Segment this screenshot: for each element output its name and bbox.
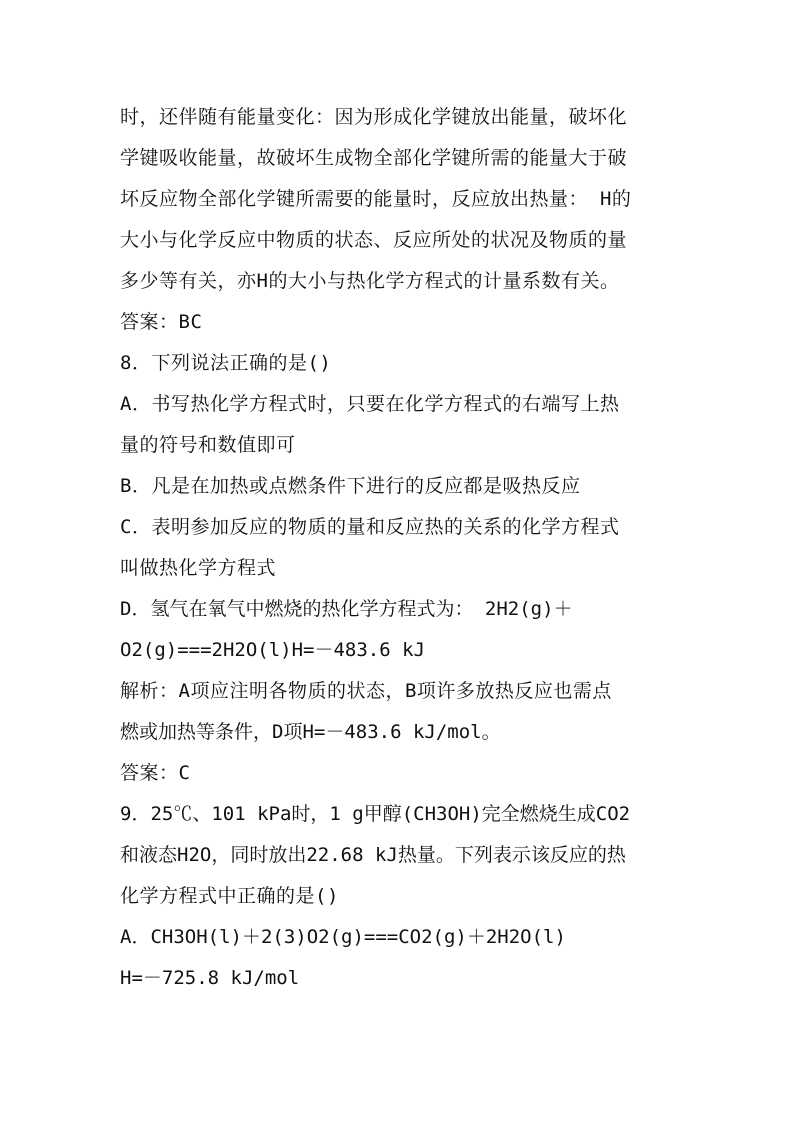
- option-a-enthalpy: H=－725.8 kJ/mol: [120, 967, 300, 989]
- option-c: C．表明参加反应的物质的量和反应热的关系的化学方程式: [120, 516, 620, 538]
- option-a-equation: A．CH3OH(l)＋2(3)O2(g)===CO2(g)＋2H2O(l): [120, 926, 566, 948]
- text-line: 大小与化学反应中物质的状态、反应所处的状况及物质的量: [120, 229, 628, 251]
- question-9-stem-continued: 化学方程式中正确的是(): [120, 885, 339, 907]
- option-d: D．氢气在氧气中燃烧的热化学方程式为： 2H2(g)＋: [120, 598, 573, 620]
- explanation-line: 燃或加热等条件，D项H=－483.6 kJ/mol。: [120, 721, 501, 743]
- text-line: 时，还伴随有能量变化：因为形成化学键放出能量，破坏化: [120, 106, 628, 128]
- option-a-continued: 量的符号和数值即可: [120, 434, 296, 456]
- text-line: 坏反应物全部化学键所需要的能量时，反应放出热量： H的: [120, 188, 632, 210]
- question-8-stem: 8．下列说法正确的是(): [120, 352, 332, 374]
- option-d-equation: O2(g)===2H2O(l)H=－483.6 kJ: [120, 639, 425, 661]
- text-line: 学键吸收能量，故破坏生成物全部化学键所需的能量大于破: [120, 147, 628, 169]
- question-9-stem: 9．25℃、101 kPa时，1 g甲醇(CH3OH)完全燃烧生成CO2: [120, 803, 631, 825]
- answer-line: 答案：C: [120, 762, 191, 784]
- document-body: [120, 97, 680, 999]
- answer-line: 答案：BC: [120, 311, 203, 333]
- option-c-continued: 叫做热化学方程式: [120, 557, 277, 579]
- explanation-line: 解析：A项应注明各物质的状态，B项许多放热反应也需点: [120, 680, 612, 702]
- option-a: A．书写热化学方程式时，只要在化学方程式的右端写上热: [120, 393, 620, 415]
- text-line: 多少等有关，亦H的大小与热化学方程式的计量系数有关。: [120, 270, 620, 292]
- option-b: B．凡是在加热或点燃条件下进行的反应都是吸热反应: [120, 475, 581, 497]
- question-9-stem-continued: 和液态H2O，同时放出22.68 kJ热量。下列表示该反应的热: [120, 844, 626, 866]
